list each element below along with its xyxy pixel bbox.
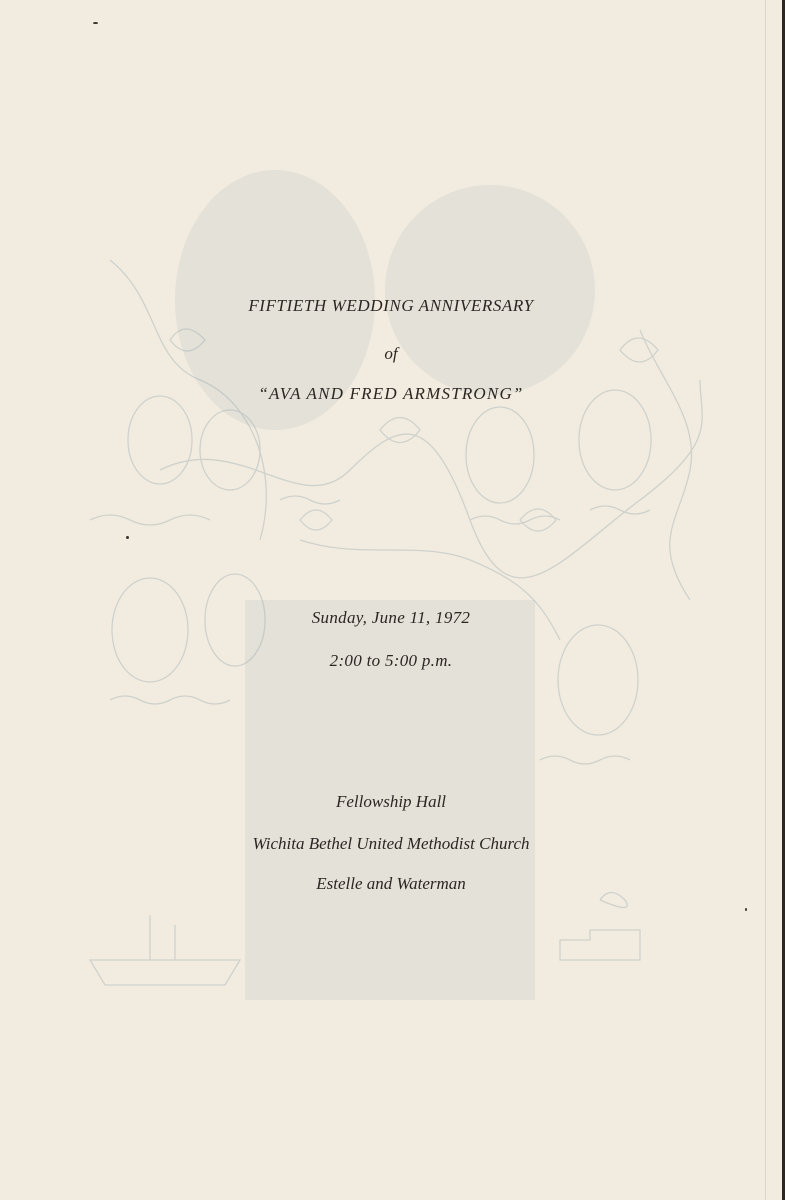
bleed-leaf xyxy=(300,510,332,530)
bleed-scribble xyxy=(280,496,340,504)
bleed-leaf xyxy=(520,509,556,531)
venue-hall: Fellowship Hall xyxy=(335,792,447,811)
venue-church: Wichita Bethel United Methodist Church xyxy=(252,834,530,853)
paper-speck xyxy=(126,536,129,539)
bleed-vine-right xyxy=(640,330,692,600)
bleed-scribble xyxy=(470,516,560,524)
bleed-scribble xyxy=(590,506,650,514)
honorees-names: “AVA AND FRED ARMSTRONG” xyxy=(258,384,524,403)
connector-of: of xyxy=(384,344,398,363)
bleed-scribble xyxy=(540,756,630,764)
bleed-face xyxy=(200,410,260,490)
venue-address: Estelle and Waterman xyxy=(316,874,466,893)
bleed-face xyxy=(579,390,651,490)
event-date: Sunday, June 11, 1972 xyxy=(311,608,471,627)
bleed-face xyxy=(466,407,534,503)
bleed-scribble xyxy=(90,515,210,525)
paper-speck xyxy=(93,22,98,24)
bleed-scribble xyxy=(110,696,230,704)
bleed-leaf xyxy=(380,418,420,443)
bleed-face xyxy=(558,625,638,735)
bleed-face xyxy=(128,396,192,484)
paper-speck xyxy=(745,908,747,911)
fold-crease xyxy=(765,0,766,1200)
bleed-ship xyxy=(90,915,240,985)
bleed-train xyxy=(560,893,640,961)
event-time: 2:00 to 5:00 p.m. xyxy=(329,651,453,670)
anniversary-title: FIFTIETH WEDDING ANNIVERSARY xyxy=(248,296,534,315)
